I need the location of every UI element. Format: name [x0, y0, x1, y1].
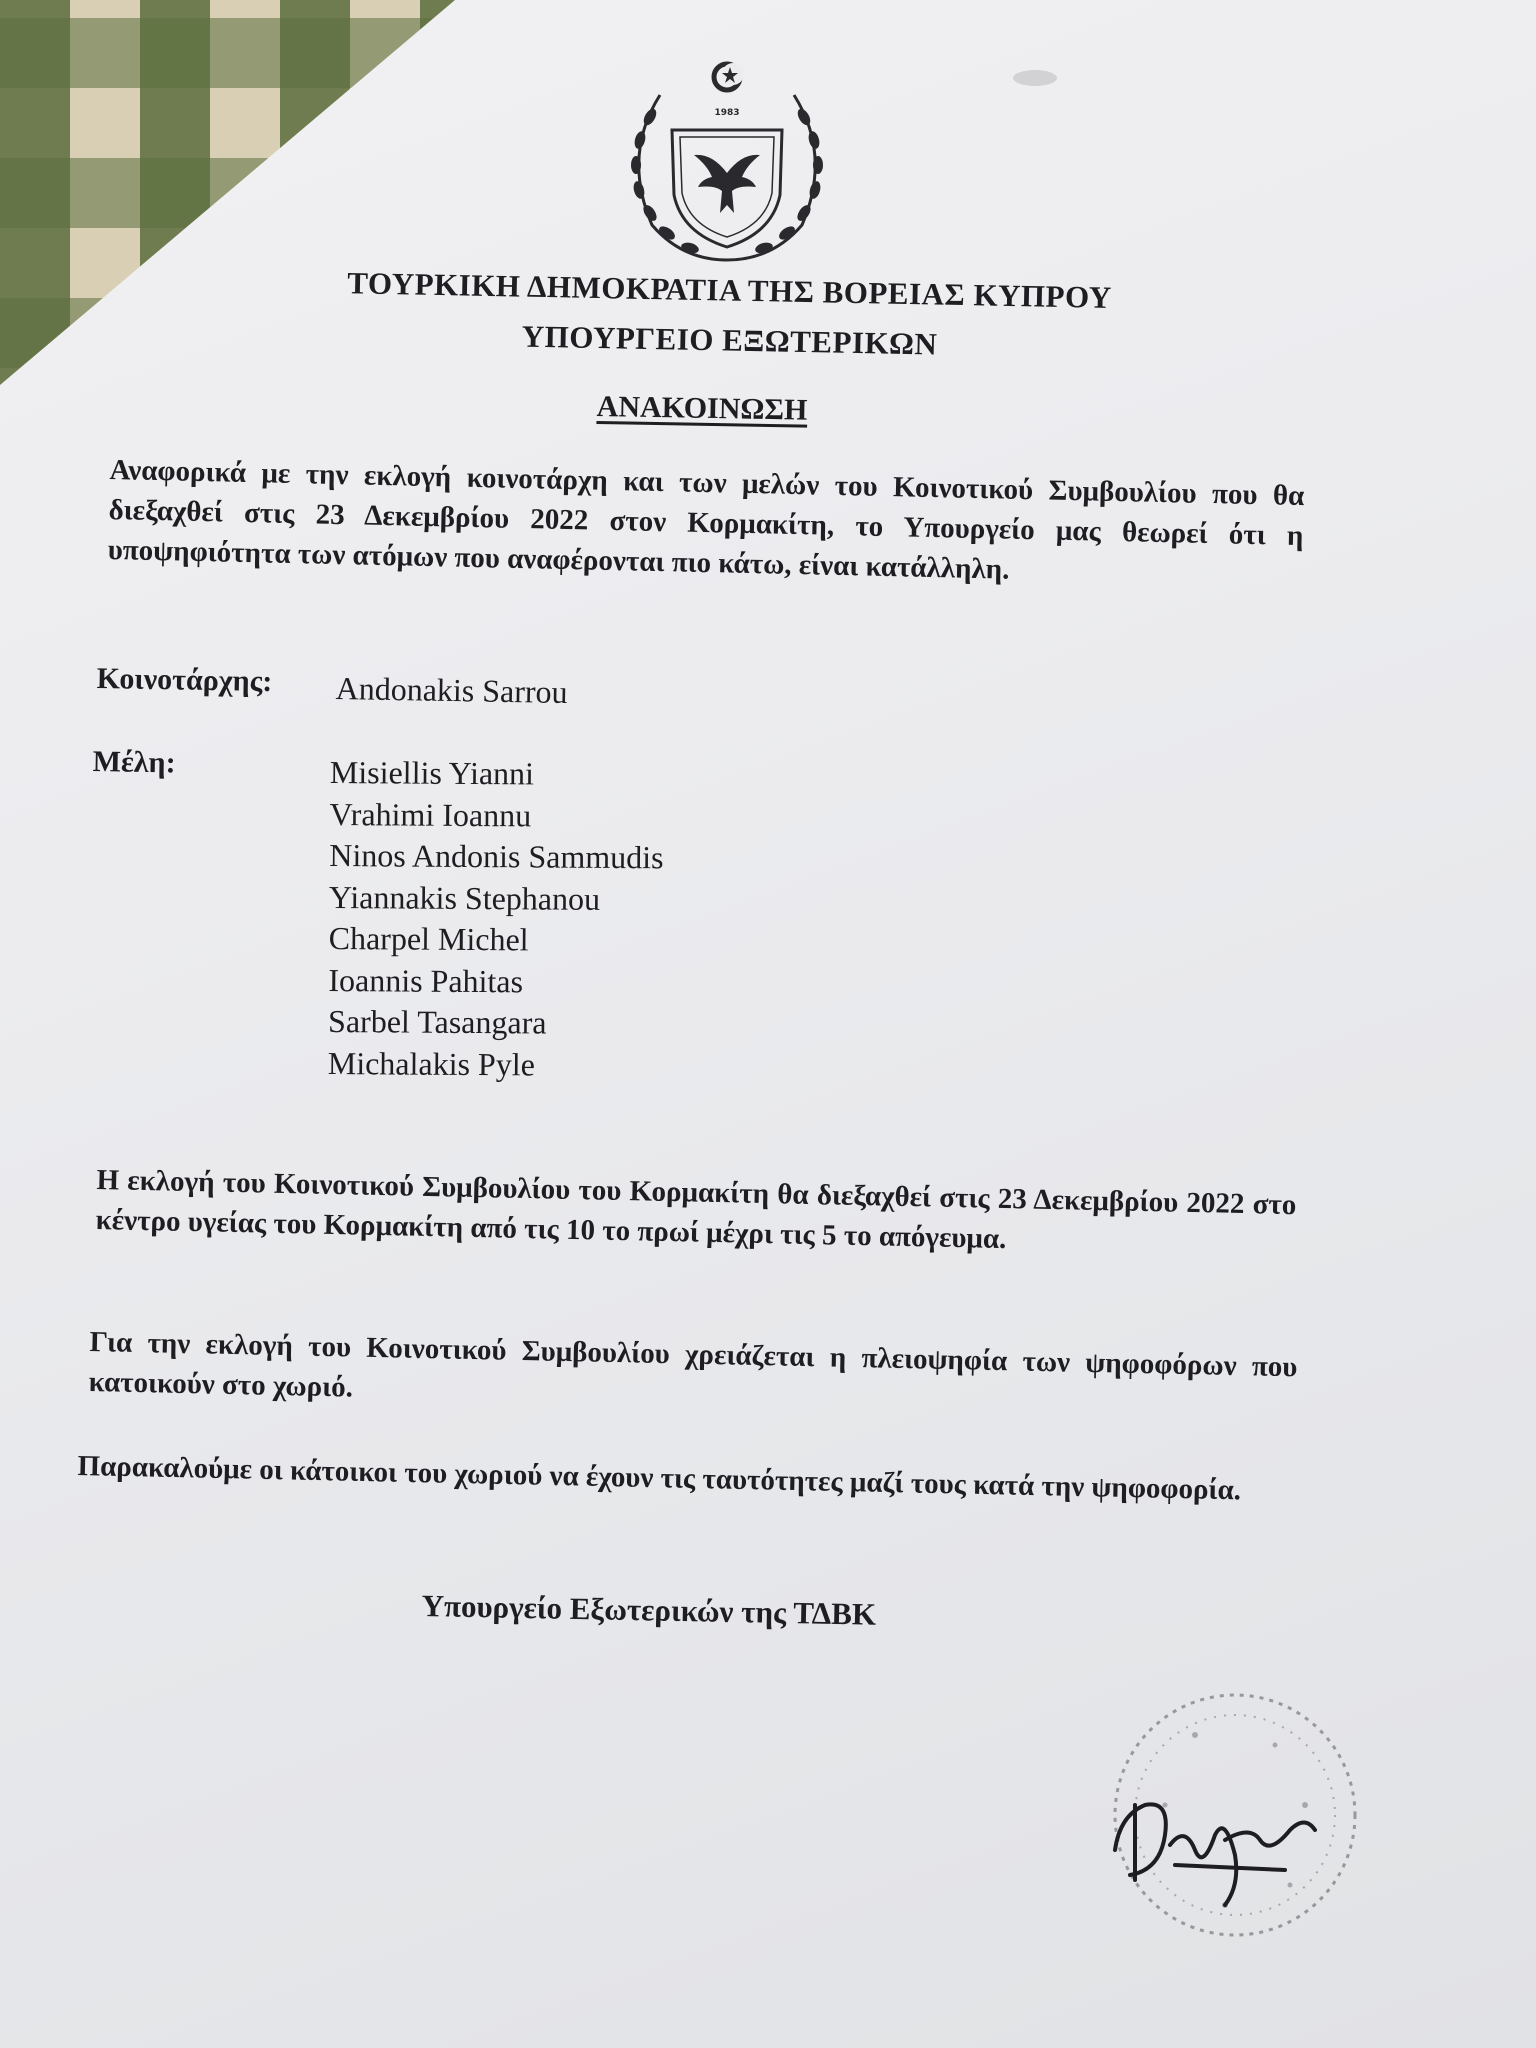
members-list — [328, 752, 665, 1086]
mayor-name: Andonakis Sarrou — [335, 670, 568, 711]
coat-of-arms-emblem — [612, 55, 842, 270]
emblem-year: 1983 — [714, 108, 740, 118]
closing-signature-line: Υπουργείο Εξωτερικών της ΤΔΒΚ — [421, 1588, 877, 1632]
official-stamp-and-signature — [1075, 1655, 1375, 1985]
member-name: Sarbel Tasangara — [327, 1002, 547, 1041]
document-title: ΑΝΑΚΟΙΝΩΣΗ — [596, 390, 808, 427]
paragraph-intro: Αναφορικά με την εκλογή κοινοτάρχη και των μελών του Κοινοτικού Συμβουλίου που θα διεξαχθεί στις 23 Δεκεμβρίου 2022 στον Κορμακίτη, το Υπουργείο μας θεωρεί ότι η υποψηφιότητα των ατόμων που αναφέρονται πιο κάτω, είναι κατάλληλη. — [107, 453, 1305, 586]
punch-hole — [1013, 70, 1057, 86]
member-name: Misiellis Yianni — [329, 753, 535, 792]
header-ministry: ΥΠΟΥΡΓΕΙΟ ΕΞΩΤΕΡΙΚΩΝ — [521, 318, 938, 362]
paragraph-election-details: Η εκλογή του Κοινοτικού Συμβουλίου του Κορμακίτη θα διεξαχθεί στις 23 Δεκεμβρίου 2022 στο κέντρο υγείας του Κορμακίτη από τις 10 το πρωί μέχρι τις 5 το απόγευμα. — [95, 1163, 1297, 1256]
member-name: Michalakis Pyle — [327, 1044, 536, 1082]
mayor-label: Κοινοτάρχης: — [96, 662, 273, 699]
paragraph-majority: Για την εκλογή του Κοινοτικού Συμβουλίου χρειάζεται η πλειοψηφία των ψηφοφόρων που κατοικούν στο χωριό. — [88, 1325, 1298, 1404]
member-name: Charpel Michel — [328, 919, 529, 958]
member-name: Yiannakis Stephanou — [328, 878, 601, 917]
member-name: Vrahimi Ioannu — [329, 795, 532, 833]
member-name: Ninos Andonis Sammudis — [329, 836, 664, 876]
header-country: ΤΟΥΡΚΙΚΗ ΔΗΜΟΚΡΑΤΙΑ ΤΗΣ ΒΟΡΕΙΑΣ ΚΥΠΡΟΥ — [347, 265, 1113, 315]
member-name: Ioannis Pahitas — [328, 961, 524, 999]
members-label: Μέλη: — [92, 745, 176, 780]
paragraph-id-request: Παρακαλούμε οι κάτοικοι του χωριού να έχουν τις ταυτότητες μαζί τους κατά την ψηφοφορία. — [77, 1449, 1242, 1507]
